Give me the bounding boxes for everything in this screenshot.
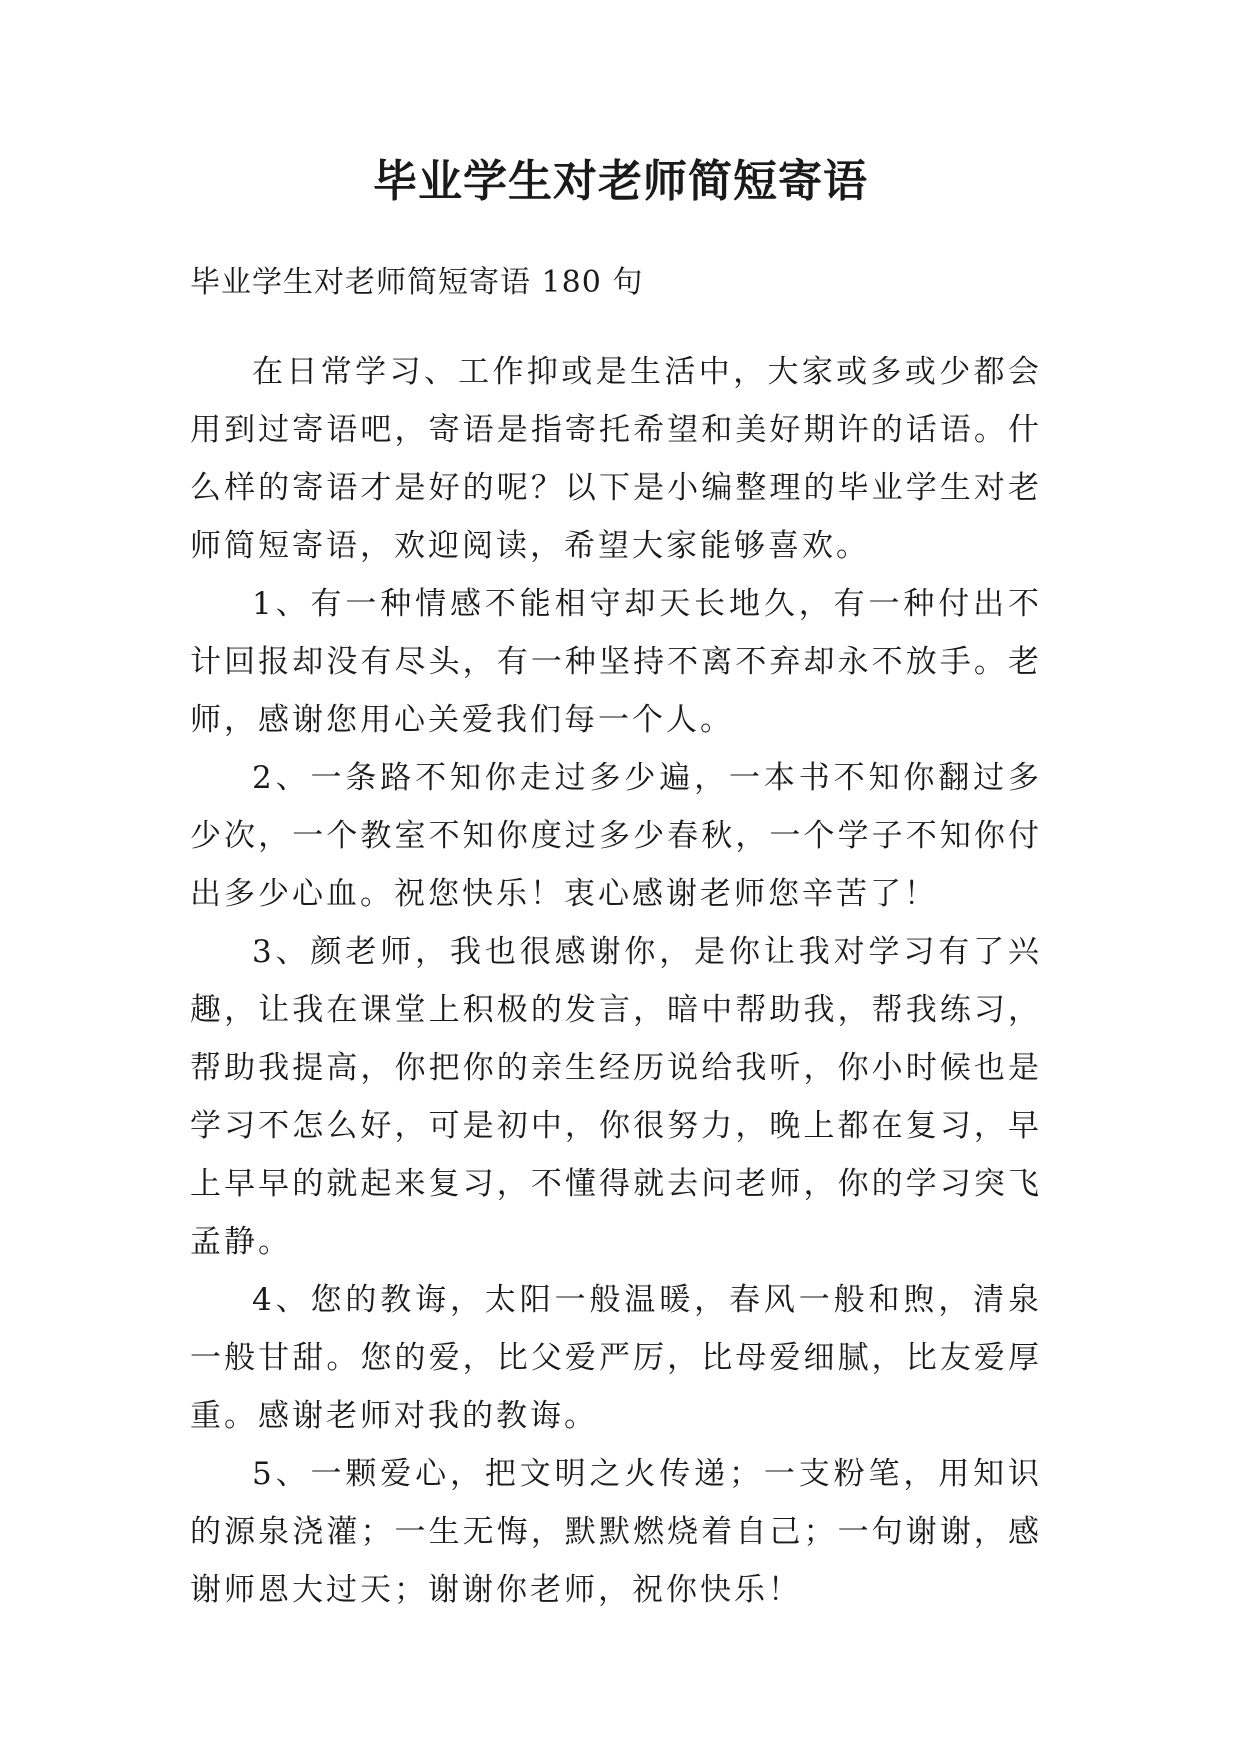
list-item: 1、有一种情感不能相守却天长地久，有一种付出不计回报却没有尽头，有一种坚持不离不弃却永不放手。老师，感谢您用心关爱我们每一个人。 xyxy=(190,586,1042,738)
list-item: 5、一颗爱心，把文明之火传递；一支粉笔，用知识的源泉浇灌；一生无悔，默默燃烧着自己；一句谢谢，感谢师恩大过天；谢谢你老师，祝你快乐！ xyxy=(190,1456,1042,1608)
list-item: 4、您的教诲，太阳一般温暖，春风一般和煦，清泉一般甘甜。您的爱，比父爱严厉，比母爱细腻，比友爱厚重。感谢老师对我的教诲。 xyxy=(190,1282,1042,1434)
list-item: 3、颜老师，我也很感谢你，是你让我对学习有了兴趣，让我在课堂上积极的发言，暗中帮助我，帮我练习，帮助我提高，你把你的亲生经历说给我听，你小时候也是学习不怎么好，可是初中，你很努力，晚上都在复习，早上早早的就起来复习，不懂得就去问老师，你的学习突飞孟静。 xyxy=(190,934,1042,1260)
intro-paragraph: 在日常学习、工作抑或是生活中，大家或多或少都会用到过寄语吧，寄语是指寄托希望和美好期许的话语。什么样的寄语才是好的呢？以下是小编整理的毕业学生对老师简短寄语，欢迎阅读，希望大家能够喜欢。 xyxy=(190,354,1042,564)
document-title: 毕业学生对老师简短寄语 xyxy=(373,156,868,207)
document-body xyxy=(190,343,1042,1619)
list-item: 2、一条路不知你走过多少遍，一本书不知你翻过多少次，一个教室不知你度过多少春秋，一个学子不知你付出多少心血。祝您快乐！衷心感谢老师您辛苦了！ xyxy=(190,760,1042,912)
document-subtitle: 毕业学生对老师简短寄语 180 句 xyxy=(190,265,644,300)
